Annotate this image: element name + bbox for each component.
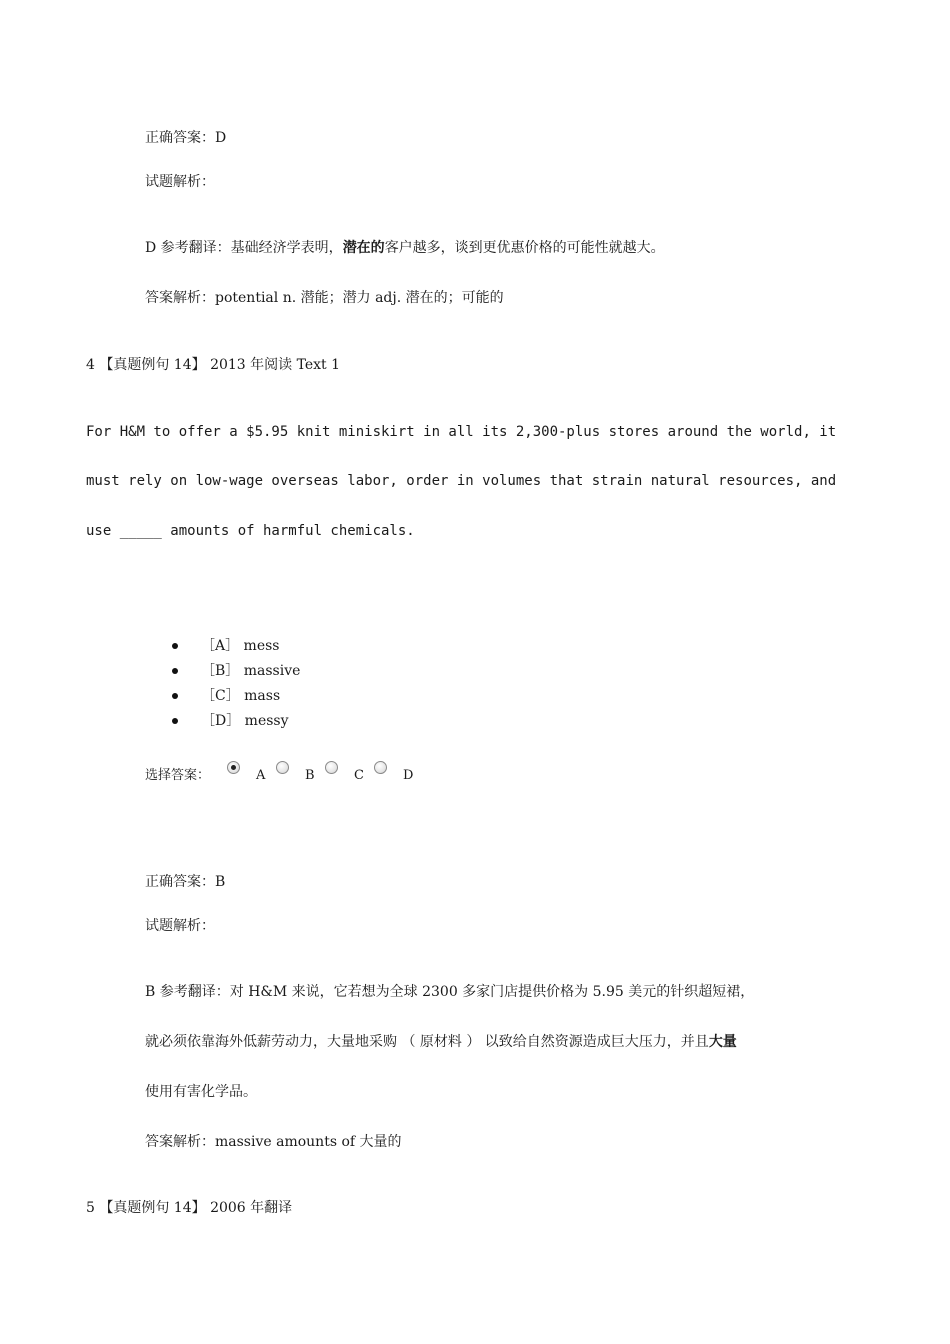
- bullet-icon: [172, 693, 178, 699]
- q4-analysis-label: 试题解析：: [145, 918, 215, 934]
- radio-d[interactable]: [374, 761, 387, 774]
- q4-option-a: [172, 636, 300, 661]
- q3-correct-answer: 正确答案：D: [145, 130, 227, 146]
- q4-option-text: ［A］ mess: [201, 638, 280, 654]
- radio-label-d: D: [403, 768, 414, 783]
- q4-option-list: [172, 636, 300, 736]
- radio-c[interactable]: [325, 761, 338, 774]
- q4-select-label: 选择答案：: [145, 768, 211, 783]
- q4-correct-answer: 正确答案：B: [145, 874, 226, 890]
- q4-translation-line-3: 使用有害化学品。: [145, 1084, 257, 1100]
- q4-option-text: ［B］ massive: [201, 663, 301, 679]
- q4-passage-line-2: must rely on low-wage overseas labor, order in volumes that strain natural resources, and: [86, 473, 837, 489]
- q4-passage-line-1: For H&M to offer a $5.95 knit miniskirt in all its 2,300-plus stores around the world, it: [86, 424, 837, 440]
- bullet-icon: [172, 643, 178, 649]
- q4-option-text: ［D］ messy: [201, 713, 289, 729]
- bullet-icon: [172, 718, 178, 724]
- q5-header: 5 【真题例句 14】 2006 年翻译: [86, 1200, 293, 1216]
- radio-a[interactable]: [227, 761, 240, 774]
- q4-translation-line-2: [145, 1032, 737, 1052]
- q4-passage-line-3: use _____ amounts of harmful chemicals.: [86, 523, 415, 539]
- q4-option-c: [172, 686, 300, 711]
- q3-translation-bold: 潜在的: [342, 240, 385, 256]
- radio-label-a: A: [256, 768, 266, 783]
- q3-analysis-label: 试题解析：: [145, 174, 215, 190]
- q3-translation-suffix: 客户越多，谈到更优惠价格的可能性就越大。: [384, 240, 665, 256]
- radio-label-c: C: [354, 768, 364, 783]
- q4-translation-bold: 大量: [708, 1034, 737, 1050]
- q3-translation-prefix: D 参考翻译：基础经济学表明，: [145, 240, 343, 256]
- q4-option-text: ［C］ mass: [201, 688, 281, 704]
- q3-translation: [145, 238, 665, 258]
- radio-b[interactable]: [276, 761, 289, 774]
- q4-translation-line-2-text: 就必须依靠海外低薪劳动力，大量地采购 （ 原材料 ） 以致给自然资源造成巨大压力，并且: [145, 1034, 709, 1050]
- q3-answer-analysis: 答案解析：potential n. 潜能；潜力 adj. 潜在的；可能的: [145, 290, 504, 306]
- radio-label-b: B: [305, 768, 315, 783]
- q4-answer-analysis: 答案解析：massive amounts of 大量的: [145, 1134, 402, 1150]
- q4-translation-line-1: B 参考翻译：对 H&M 来说，它若想为全球 2300 多家门店提供价格为 5.95 美元的针织超短裙，: [145, 984, 755, 1000]
- q4-option-d: [172, 711, 300, 736]
- q4-option-b: [172, 661, 300, 686]
- bullet-icon: [172, 668, 178, 674]
- q4-header: 4 【真题例句 14】 2013 年阅读 Text 1: [86, 357, 341, 373]
